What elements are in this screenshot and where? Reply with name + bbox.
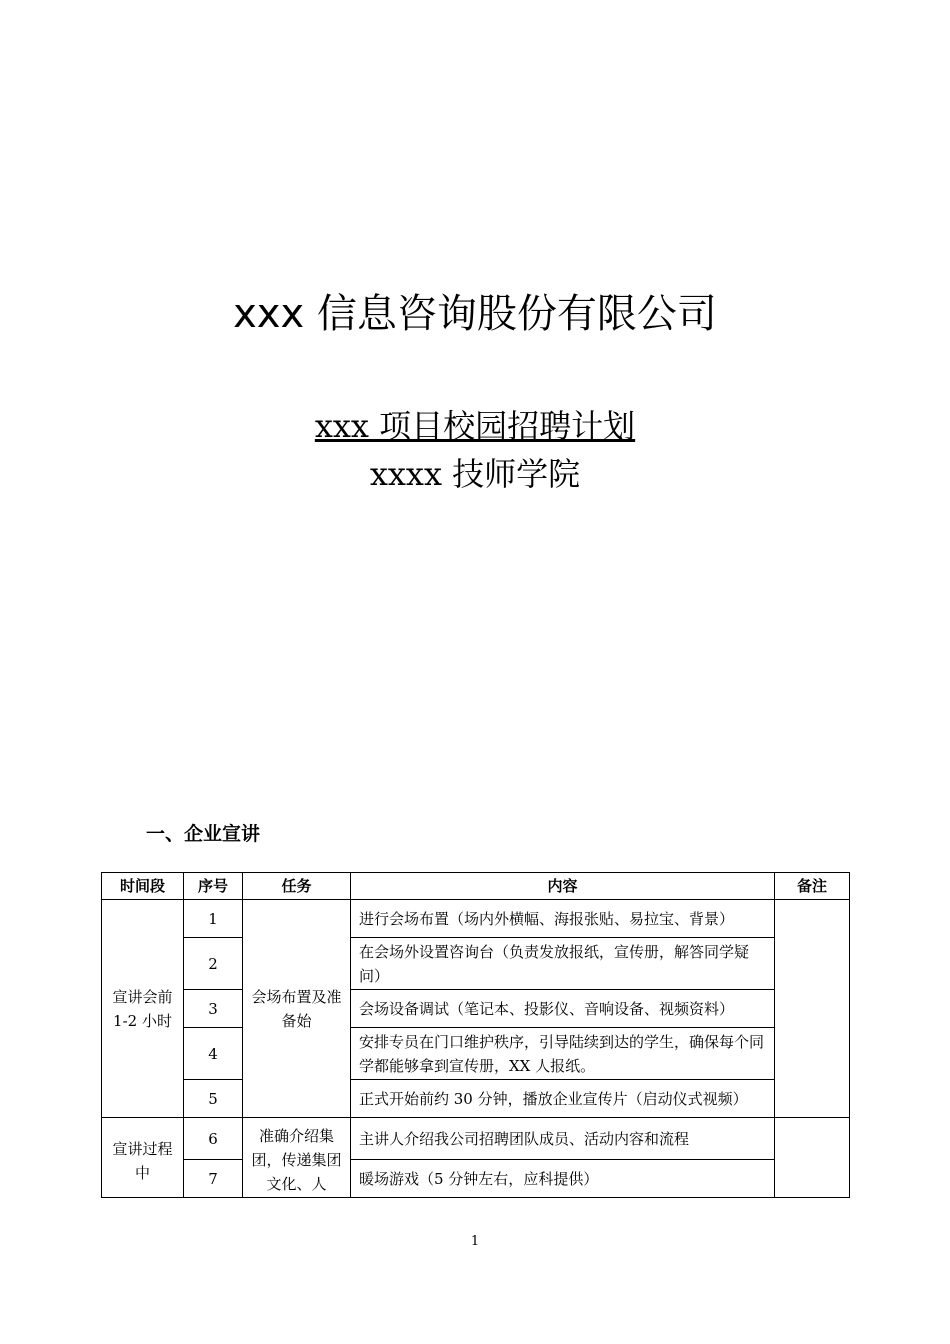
schedule-table xyxy=(101,872,850,1198)
table-row xyxy=(102,1080,850,1118)
content-cell: 主讲人介绍我公司招聘团队成员、活动内容和流程 xyxy=(351,1118,775,1160)
table-row xyxy=(102,1028,850,1080)
school-title: xxxx 技师学院 xyxy=(369,455,581,493)
company-title: xxx 信息咨询股份有限公司 xyxy=(233,291,717,337)
header-period: 时间段 xyxy=(102,873,184,900)
remarks-cell xyxy=(775,1118,850,1198)
header-content: 内容 xyxy=(351,873,775,900)
table-row xyxy=(102,1160,850,1198)
content-cell: 安排专员在门口维护秩序，引导陆续到达的学生，确保每个同学都能够拿到宣传册，XX 人报纸。 xyxy=(351,1028,775,1080)
number-cell: 7 xyxy=(184,1160,243,1198)
project-title: xxx 项目校园招聘计划 xyxy=(314,407,636,445)
period-cell: 宣讲会前 1-2 小时 xyxy=(102,900,184,1118)
remarks-cell xyxy=(775,900,850,1118)
table-row xyxy=(102,938,850,990)
content-cell: 正式开始前约 30 分钟，播放企业宣传片（启动仪式视频） xyxy=(351,1080,775,1118)
section-heading: 一、企业宣讲 xyxy=(146,823,261,845)
period-cell: 宣讲过程中 xyxy=(102,1118,184,1198)
header-remarks: 备注 xyxy=(775,873,850,900)
page-number: 1 xyxy=(470,1234,480,1249)
table-row xyxy=(102,990,850,1028)
table-row xyxy=(102,1118,850,1160)
number-cell: 6 xyxy=(184,1118,243,1160)
task-cell: 准确介绍集团，传递集团文化、人 xyxy=(243,1118,351,1198)
table-header-row xyxy=(102,873,850,900)
table-row xyxy=(102,900,850,938)
content-cell: 暖场游戏（5 分钟左右，应科提供） xyxy=(351,1160,775,1198)
number-cell: 3 xyxy=(184,990,243,1028)
content-cell: 会场设备调试（笔记本、投影仪、音响设备、视频资料） xyxy=(351,990,775,1028)
number-cell: 4 xyxy=(184,1028,243,1080)
task-cell: 会场布置及准备始 xyxy=(243,900,351,1118)
content-cell: 在会场外设置咨询台（负责发放报纸，宣传册，解答同学疑问） xyxy=(351,938,775,990)
header-task: 任务 xyxy=(243,873,351,900)
number-cell: 1 xyxy=(184,900,243,938)
number-cell: 5 xyxy=(184,1080,243,1118)
header-number: 序号 xyxy=(184,873,243,900)
content-cell: 进行会场布置（场内外横幅、海报张贴、易拉宝、背景） xyxy=(351,900,775,938)
number-cell: 2 xyxy=(184,938,243,990)
